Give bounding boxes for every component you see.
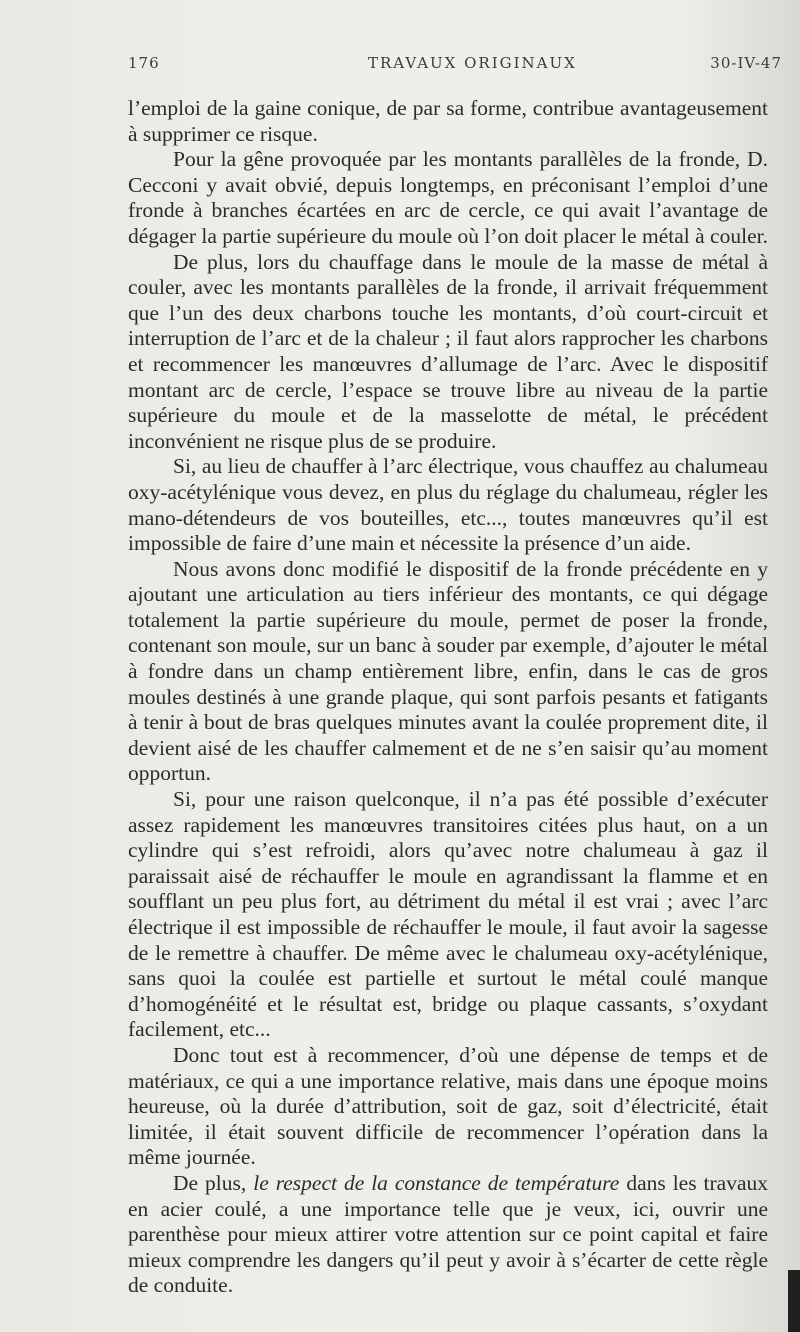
page-edge-shadow bbox=[788, 1270, 800, 1332]
paragraph: Si, pour une raison quelconque, il n’a pas été possible d’exécuter assez rapidement les manœuvres transitoires citées plus haut, on a un cylindre qui s’est refroidi, alors qu’avec notre chalumeau à gaz il paraissait aisé de réchauffer le moule en agrandissant la flamme et en soufflant un peu plus fort, au détriment du métal il est vrai ; avec l’arc électrique il est impossible de réchauffer le moule, il faut avoir la sagesse de le remettre à chauffer. De même avec le chalumeau oxy-acétylénique, sans quoi la coulée est partielle et surtout le métal coulé manque d’homogénéité et le résultat est, bridge ou plaque cassants, s’oxydant facilement, etc... bbox=[128, 787, 768, 1042]
paragraph: Nous avons donc modifié le dispositif de la fronde précédente en y ajoutant une articulation au tiers inférieur des montants, ce qui dégage totalement la partie supérieure du moule, permet de poser la fronde, contenant son moule, sur un banc à souder par exemple, d’ajouter le métal à fondre dans un champ entièrement libre, enfin, dans le cas de gros moules destinés à une grande plaque, qui sont parfois pesants et fatigants à tenir à bout de bras quelques minutes avant la coulée proprement dite, il devient aisé de les chauffer calmement et de ne s’en saisir qu’au moment opportun. bbox=[128, 556, 768, 786]
paragraph-text-after: dans les travaux en acier coulé, a une importance telle que je veux, ici, ouvrir une parenthèse pour mieux attirer votre attention sur ce point capital et faire mieux comprendre les dangers qu’il peut y avoir à s’écarter de cette règle de conduite. bbox=[128, 1170, 769, 1298]
paragraph-text-before: De plus, bbox=[173, 1170, 254, 1195]
paragraph-continuation: l’emploi de la gaine conique, de par sa forme, contribue avantageusement à supprimer ce risque. bbox=[128, 96, 768, 146]
paragraph-with-emphasis bbox=[128, 1171, 768, 1299]
paragraph: De plus, lors du chauffage dans le moule de la masse de métal à couler, avec les montants parallèles de la fronde, il arrivait fréquemment que l’un des deux charbons touche les montants, d’où court-circuit et interruption de l’arc et de la chaleur ; il faut alors rapprocher les charbons et recommencer les manœuvres d’allumage de l’arc. Avec le dispositif montant arc de cercle, l’espace se trouve libre au niveau de la partie supérieure du moule et de la masselotte de métal, le précédent inconvénient ne risque plus de se produire. bbox=[128, 249, 768, 453]
paragraph: Si, au lieu de chauffer à l’arc électrique, vous chauffez au chalumeau oxy-acétylénique vous devez, en plus du réglage du chalumeau, régler les mano-détendeurs de vos bouteilles, etc..., toutes manœuvres qu’il est impossible de faire d’une main et nécessite la présence d’un aide. bbox=[128, 454, 768, 556]
paragraph: Pour la gêne provoquée par les montants parallèles de la fronde, D. Cecconi y avait obvié, depuis longtemps, en préconisant l’emploi d’une fronde à branches écartées en arc de cercle, ce qui avait l’avantage de dégager la partie supérieure du moule où l’on doit placer le métal à couler. bbox=[128, 147, 768, 248]
running-title: TRAVAUX ORIGINAUX bbox=[368, 54, 577, 72]
issue-date: 30-IV-47 bbox=[710, 54, 782, 72]
paragraph: Donc tout est à recommencer, d’où une dépense de temps et de matériaux, ce qui a une importance relative, mais dans une époque moins heureuse, où la durée d’attribution, soit de gaz, soit d’électricité, était limitée, il était souvent difficile de recommencer l’opération dans la même journée. bbox=[128, 1042, 768, 1170]
page-number: 176 bbox=[128, 54, 160, 72]
emphasized-phrase: le respect de la constance de température bbox=[253, 1170, 620, 1195]
body-text bbox=[128, 96, 768, 1299]
running-header bbox=[128, 54, 782, 78]
